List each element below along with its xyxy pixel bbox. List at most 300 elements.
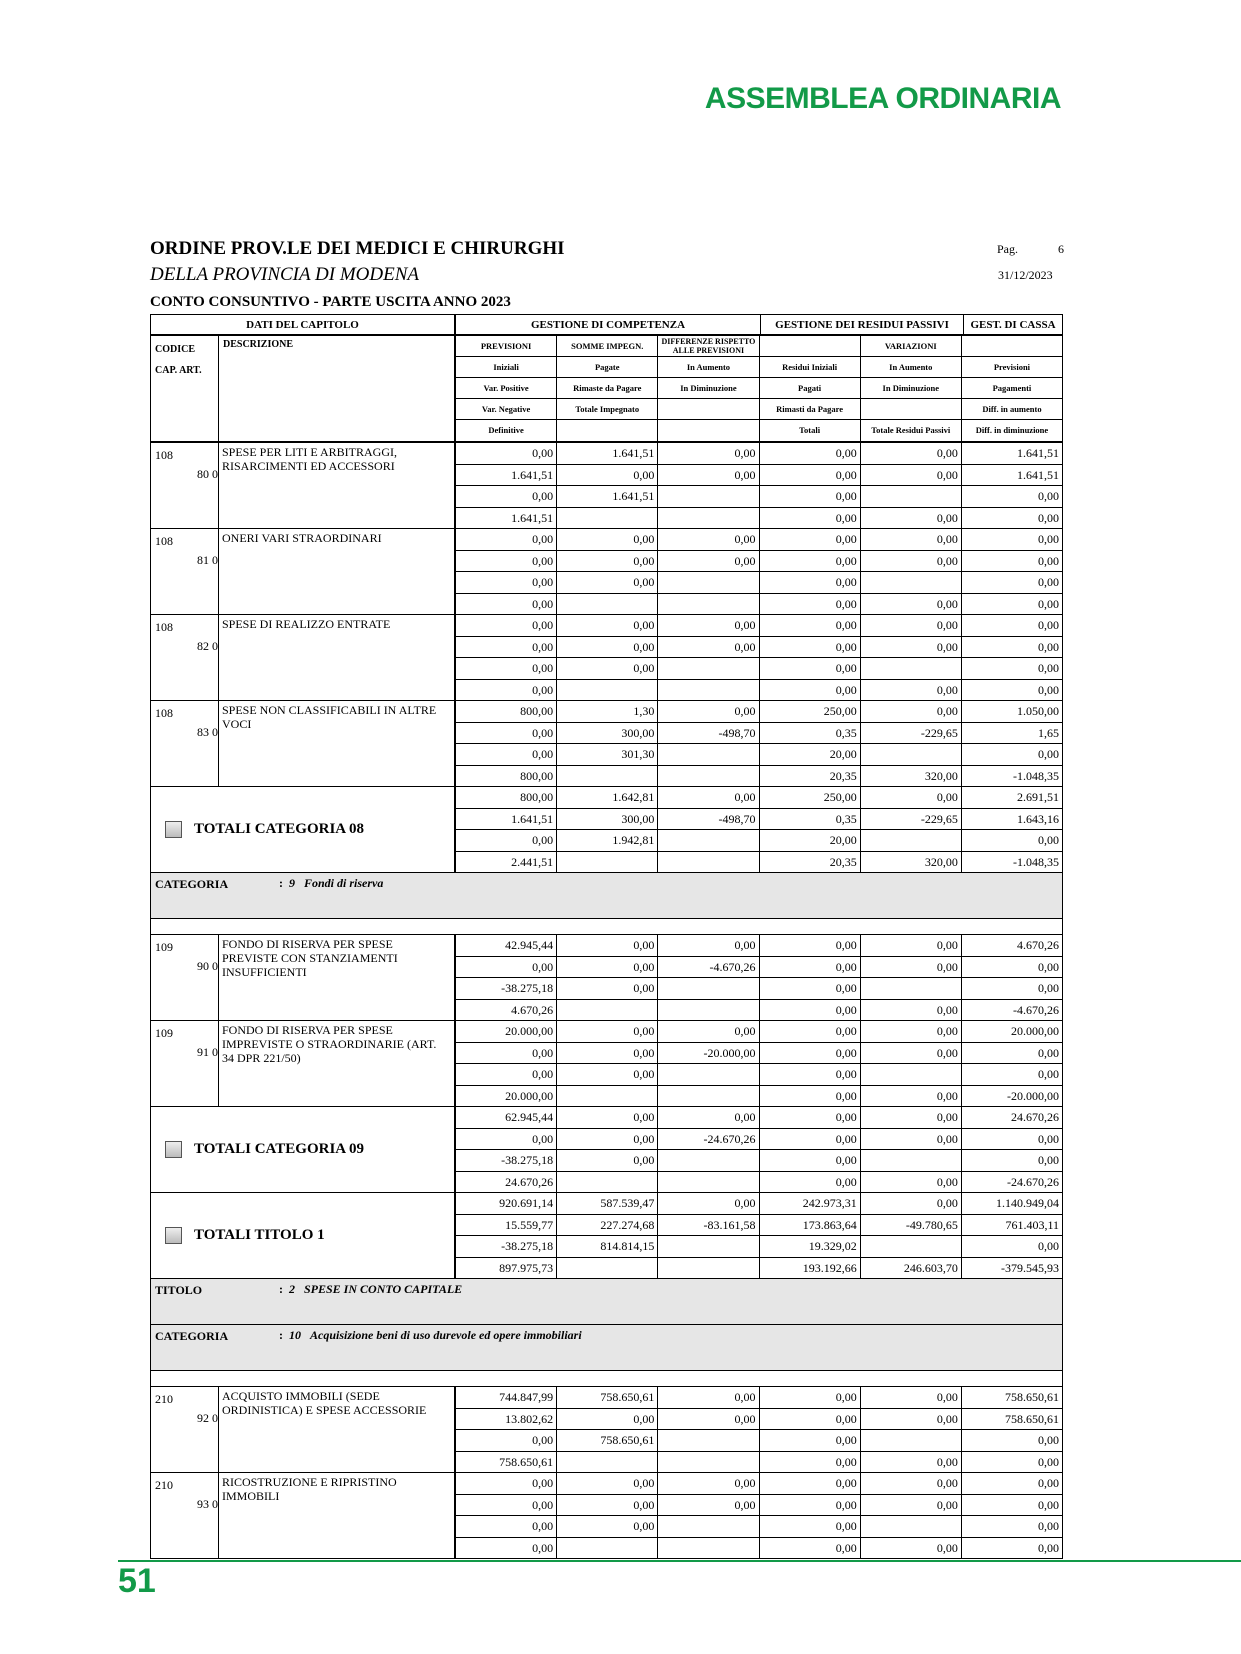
- value-cell: 1.641,51: [557, 443, 658, 464]
- organization-province: DELLA PROVINCIA DI MODENA: [150, 264, 419, 285]
- value-cell: 0,00: [861, 957, 962, 978]
- value-cell: 744.847,99: [456, 1387, 557, 1408]
- value-row: [456, 680, 1062, 701]
- value-cell: 0,00: [1038, 1239, 1060, 1253]
- value-row: [456, 615, 1062, 637]
- budget-entry: [150, 1387, 1063, 1473]
- value-cell: 1.942,81: [557, 830, 658, 851]
- value-cell: 0,00: [557, 637, 658, 658]
- value-cell: 0,00: [760, 1021, 861, 1042]
- value-row: [456, 1258, 1062, 1279]
- value-row: [456, 658, 1062, 680]
- totals-block: [150, 787, 1063, 873]
- value-cell: 0,00: [760, 615, 861, 636]
- value-row: [456, 529, 1062, 551]
- budget-entry: [150, 615, 1063, 701]
- value-row: [456, 1236, 1062, 1258]
- value-cell: [658, 1236, 759, 1257]
- value-row: [456, 1064, 1062, 1086]
- value-cell: 0,00: [658, 1495, 759, 1516]
- value-cell: 0,00: [456, 572, 557, 593]
- cap-art: 80 0: [197, 467, 218, 481]
- value-cell: 0,00: [456, 443, 557, 464]
- value-cell: 0,00: [456, 615, 557, 636]
- value-cell: 0,00: [658, 443, 759, 464]
- value-cell: 0,00: [557, 529, 658, 550]
- value-cell: 20,35: [760, 852, 861, 873]
- value-cell: 20,00: [760, 830, 861, 851]
- value-cell: 227.274,68: [557, 1215, 658, 1236]
- value-cell: 0,00: [1038, 639, 1060, 654]
- value-cell: [658, 486, 759, 507]
- value-row: [456, 465, 1062, 487]
- value-cell: 0,00: [861, 615, 962, 636]
- value-cell: 0,00: [861, 594, 962, 615]
- value-cell: [861, 1516, 962, 1537]
- budget-entry: [150, 701, 1063, 787]
- value-row: [456, 637, 1062, 659]
- value-cell: 0,00: [456, 551, 557, 572]
- value-cell: -24.670,26: [658, 1129, 759, 1150]
- organization-name: ORDINE PROV.LE DEI MEDICI E CHIRURGHI: [150, 238, 565, 259]
- page-indicator: [997, 242, 1064, 257]
- value-row: [456, 1150, 1062, 1172]
- header-cell: In Aumento: [861, 357, 961, 378]
- value-cell: 761.403,11: [1005, 1217, 1060, 1232]
- category-band: [150, 1279, 1063, 1325]
- value-cell: 0,00: [658, 787, 759, 808]
- value-cell: 0,00: [1038, 1519, 1060, 1533]
- value-cell: 1.641,51: [1017, 467, 1060, 482]
- value-cell: 0,00: [760, 443, 861, 464]
- value-cell: 0,00: [456, 744, 557, 765]
- entry-description: ACQUISTO IMMOBILI (SEDE ORDINISTICA) E SPESE ACCESSORIE: [222, 1389, 427, 1417]
- value-cell: 0,00: [861, 1107, 962, 1128]
- value-cell: 0,00: [456, 1430, 557, 1451]
- descrizione-label: DESCRIZIONE: [223, 339, 294, 350]
- value-cell: 15.559,77: [456, 1215, 557, 1236]
- value-cell: 0,00: [1038, 833, 1060, 847]
- report-subtitle: CONTO CONSUNTIVO - PARTE USCITA ANNO 2023: [150, 294, 511, 310]
- category-number: 2: [289, 1282, 295, 1296]
- value-cell: -229,65: [861, 809, 962, 830]
- value-cell: 0,00: [557, 1064, 658, 1085]
- header-cell: Pagate: [557, 357, 657, 378]
- value-cell: 0,00: [861, 465, 962, 486]
- value-cell: 0,00: [760, 1430, 861, 1451]
- value-cell: 250,00: [760, 701, 861, 722]
- header-cell: SOMME IMPEGN.: [557, 336, 657, 357]
- budget-entry: [150, 1473, 1063, 1559]
- value-cell: [861, 572, 962, 593]
- header-column: [760, 336, 861, 441]
- value-cell: [557, 766, 658, 787]
- value-cell: 0,00: [760, 1409, 861, 1430]
- value-cell: 0,00: [861, 508, 962, 529]
- footer-rule: [118, 1560, 1241, 1562]
- value-cell: [658, 1538, 759, 1559]
- value-cell: 0,00: [557, 978, 658, 999]
- value-row: [456, 486, 1062, 508]
- value-cell: 0,00: [861, 1129, 962, 1150]
- value-cell: 1.641,51: [456, 465, 557, 486]
- group-residui: GESTIONE DEI RESIDUI PASSIVI: [761, 315, 964, 334]
- budget-entry: [150, 443, 1063, 529]
- value-cell: 1,65: [1038, 725, 1060, 740]
- codice: 108: [155, 534, 173, 548]
- category-number: 9: [289, 876, 295, 890]
- entry-code: [151, 1387, 219, 1472]
- value-cell: [557, 1258, 658, 1279]
- row-spacer: [150, 1371, 1063, 1387]
- header-cell: In Aumento: [658, 357, 758, 378]
- value-cell: [658, 1452, 759, 1473]
- value-cell: 4.670,26: [1017, 938, 1060, 952]
- value-row: [456, 1107, 1062, 1129]
- value-cell: 0,00: [861, 680, 962, 701]
- value-cell: [557, 1452, 658, 1473]
- value-cell: 0,00: [557, 957, 658, 978]
- value-cell: 24.670,26: [1011, 1110, 1060, 1124]
- value-cell: 897.975,73: [456, 1258, 557, 1279]
- checkbox-icon: [165, 1141, 182, 1158]
- value-cell: 0,00: [1038, 1067, 1060, 1081]
- totals-label: TOTALI TITOLO 1: [194, 1227, 325, 1243]
- page-number: 6: [1058, 242, 1064, 256]
- value-cell: 20.000,00: [456, 1021, 557, 1042]
- header-column: [962, 336, 1062, 441]
- cap-art: 83 0: [197, 725, 218, 739]
- value-cell: [658, 852, 759, 873]
- cap-art: 82 0: [197, 639, 218, 653]
- value-row: [456, 443, 1062, 465]
- value-cell: [658, 594, 759, 615]
- value-cell: 920.691,14: [456, 1193, 557, 1214]
- value-cell: -38.275,18: [456, 978, 557, 999]
- value-cell: -20.000,00: [1007, 1088, 1060, 1103]
- value-row: [456, 551, 1062, 573]
- value-row: [456, 508, 1062, 529]
- footer-page-number: 51: [118, 1562, 156, 1600]
- value-cell: [557, 1000, 658, 1021]
- entry-description: SPESE NON CLASSIFICABILI IN ALTRE VOCI: [222, 703, 437, 731]
- value-cell: 0,00: [456, 1516, 557, 1537]
- category-text: Fondi di riserva: [304, 876, 384, 890]
- value-cell: 0,00: [456, 637, 557, 658]
- value-row: [456, 809, 1062, 831]
- value-cell: 0,00: [861, 1409, 962, 1430]
- codice: 210: [155, 1478, 173, 1492]
- value-row: [456, 1172, 1062, 1193]
- value-cell: 0,00: [658, 935, 759, 956]
- value-row: [456, 1516, 1062, 1538]
- header-cell: Totale Impegnato: [557, 399, 657, 420]
- value-cell: 2.441,51: [456, 852, 557, 873]
- value-cell: [557, 508, 658, 529]
- header-cell: PREVISIONI: [456, 336, 556, 357]
- header-cell: Var. Negative: [456, 399, 556, 420]
- row-spacer: [150, 919, 1063, 935]
- header-cell: In Diminuzione: [861, 378, 961, 399]
- value-cell: 19.329,02: [760, 1236, 861, 1257]
- value-cell: [557, 852, 658, 873]
- value-cell: [658, 1150, 759, 1171]
- value-cell: 800,00: [456, 787, 557, 808]
- value-cell: 0,00: [658, 1193, 759, 1214]
- value-cell: 320,00: [861, 766, 962, 787]
- value-cell: -20.000,00: [658, 1043, 759, 1064]
- value-cell: [557, 594, 658, 615]
- value-cell: 758.650,61: [1005, 1411, 1060, 1426]
- value-cell: 246.603,70: [861, 1258, 962, 1279]
- value-cell: 0,00: [658, 1473, 759, 1494]
- header-cell: Rimaste da Pagare: [557, 378, 657, 399]
- value-cell: 0,00: [1038, 510, 1060, 525]
- value-cell: 1.643,16: [1017, 811, 1060, 826]
- value-cell: -83.161,58: [658, 1215, 759, 1236]
- value-cell: [658, 766, 759, 787]
- entry-description: ONERI VARI STRAORDINARI: [222, 531, 382, 545]
- value-cell: [658, 1086, 759, 1107]
- value-cell: 20.000,00: [1011, 1024, 1060, 1038]
- header-cell: Totali: [799, 425, 821, 435]
- value-row: [456, 978, 1062, 1000]
- value-cell: 758.650,61: [557, 1430, 658, 1451]
- value-cell: 0,00: [557, 1495, 658, 1516]
- value-row: [456, 1021, 1062, 1043]
- value-cell: -498,70: [658, 809, 759, 830]
- value-cell: 0,00: [760, 551, 861, 572]
- value-cell: 242.973,31: [760, 1193, 861, 1214]
- value-cell: 0,00: [760, 1107, 861, 1128]
- value-cell: 193.192,66: [760, 1258, 861, 1279]
- category-text: SPESE IN CONTO CAPITALE: [304, 1282, 463, 1296]
- codice: 210: [155, 1392, 173, 1406]
- header-cell: Pagati: [760, 378, 860, 399]
- value-cell: 0,00: [1038, 1131, 1060, 1146]
- table-group-header: [150, 314, 1063, 336]
- value-cell: -49.780,65: [861, 1215, 962, 1236]
- value-cell: 0,00: [861, 935, 962, 956]
- category-value: [279, 1328, 582, 1343]
- value-cell: 0,00: [861, 529, 962, 550]
- entry-description: SPESE PER LITI E ARBITRAGGI, RISARCIMENTI ED ACCESSORI: [222, 445, 398, 473]
- value-cell: 0,00: [1038, 596, 1060, 611]
- value-cell: 1.641,51: [456, 508, 557, 529]
- value-cell: 1.641,51: [1017, 446, 1060, 460]
- value-row: [456, 701, 1062, 723]
- checkbox-icon: [165, 1227, 182, 1244]
- header-cell: [760, 336, 860, 357]
- value-cell: 173.863,64: [760, 1215, 861, 1236]
- value-cell: -4.670,26: [1013, 1002, 1060, 1017]
- table-column-header: [150, 336, 1063, 443]
- entry-code: [151, 935, 219, 1020]
- value-cell: 1.050,00: [1017, 704, 1060, 718]
- value-cell: 0,00: [861, 1193, 962, 1214]
- value-cell: 0,00: [456, 594, 557, 615]
- entry-description: FONDO DI RISERVA PER SPESE PREVISTE CON STANZIAMENTI INSUFFICIENTI: [222, 937, 398, 979]
- value-cell: 42.945,44: [456, 935, 557, 956]
- header-cell: Iniziali: [456, 357, 556, 378]
- value-cell: 0,00: [861, 551, 962, 572]
- value-cell: 0,00: [760, 1064, 861, 1085]
- value-cell: 0,00: [760, 1473, 861, 1494]
- value-cell: 0,00: [861, 637, 962, 658]
- entry-code: [151, 443, 219, 528]
- value-cell: [658, 978, 759, 999]
- value-row: [456, 1473, 1062, 1495]
- value-cell: 0,00: [1038, 1433, 1060, 1447]
- value-cell: 0,00: [760, 1495, 861, 1516]
- header-column: [658, 336, 759, 441]
- value-cell: 0,35: [760, 723, 861, 744]
- value-cell: 0,00: [557, 1409, 658, 1430]
- value-cell: [658, 508, 759, 529]
- value-cell: 1.641,51: [456, 809, 557, 830]
- value-cell: 0,00: [760, 1452, 861, 1473]
- value-row: [456, 935, 1062, 957]
- value-row: [456, 594, 1062, 615]
- value-cell: [861, 978, 962, 999]
- value-cell: 587.539,47: [557, 1193, 658, 1214]
- value-cell: [658, 680, 759, 701]
- header-cell: Rimasti da Pagare: [760, 399, 860, 420]
- group-cassa: GEST. DI CASSA: [970, 319, 1056, 331]
- value-cell: -498,70: [658, 723, 759, 744]
- value-cell: [557, 1086, 658, 1107]
- value-cell: 0,00: [658, 551, 759, 572]
- value-cell: 0,00: [861, 443, 962, 464]
- codice: 109: [155, 940, 173, 954]
- value-cell: [658, 1430, 759, 1451]
- page-label: Pag.: [997, 242, 1018, 256]
- value-row: [456, 1409, 1062, 1431]
- group-dati-capitolo: DATI DEL CAPITOLO: [151, 315, 456, 334]
- category-value: [279, 1282, 462, 1297]
- value-cell: 0,00: [557, 1129, 658, 1150]
- header-column: [456, 336, 557, 441]
- checkbox-icon: [165, 821, 182, 838]
- section-title: ASSEMBLEA ORDINARIA: [704, 82, 1061, 115]
- value-cell: 0,00: [456, 529, 557, 550]
- header-cell: [861, 399, 961, 420]
- value-cell: 0,00: [557, 465, 658, 486]
- header-cell: [557, 420, 657, 441]
- value-row: [456, 572, 1062, 594]
- value-cell: 0,00: [456, 723, 557, 744]
- value-cell: 13.802,62: [456, 1409, 557, 1430]
- value-cell: 0,00: [456, 680, 557, 701]
- value-cell: 0,00: [456, 830, 557, 851]
- cap-art: 81 0: [197, 553, 218, 567]
- value-cell: 0,00: [760, 1172, 861, 1193]
- header-cell: DIFFERENZE RISPETTO ALLE PREVISIONI: [658, 336, 758, 357]
- value-row: [456, 1193, 1062, 1215]
- value-cell: [861, 486, 962, 507]
- value-cell: 0,00: [861, 1021, 962, 1042]
- value-cell: [658, 744, 759, 765]
- value-cell: 758.650,61: [557, 1387, 658, 1408]
- header-cell: Totale Residui Passivi: [871, 425, 951, 435]
- value-cell: 0,00: [861, 1172, 962, 1193]
- totals-label: TOTALI CATEGORIA 09: [194, 1141, 365, 1157]
- category-label: TITOLO: [155, 1283, 203, 1297]
- cap-art: 91 0: [197, 1045, 218, 1059]
- category-label: CATEGORIA: [155, 877, 229, 891]
- value-cell: [658, 1172, 759, 1193]
- value-cell: [861, 658, 962, 679]
- value-cell: -379.545,93: [1001, 1260, 1060, 1275]
- value-cell: 0,00: [658, 615, 759, 636]
- value-row: [456, 852, 1062, 873]
- value-row: [456, 1387, 1062, 1409]
- value-cell: 0,00: [557, 935, 658, 956]
- value-cell: -4.670,26: [658, 957, 759, 978]
- category-text: Acquisizione beni di uso durevole ed opere immobiliari: [310, 1328, 582, 1342]
- value-cell: 0,00: [557, 1473, 658, 1494]
- value-cell: 0,00: [557, 551, 658, 572]
- budget-entry: [150, 935, 1063, 1021]
- entry-code: [151, 615, 219, 700]
- value-cell: [861, 1150, 962, 1171]
- value-cell: [557, 680, 658, 701]
- entry-description: SPESE DI REALIZZO ENTRATE: [222, 617, 391, 631]
- value-row: [456, 723, 1062, 745]
- budget-table: [150, 314, 1063, 1559]
- codice: 108: [155, 620, 173, 634]
- header-cell: Var. Positive: [456, 378, 556, 399]
- value-cell: 0,00: [760, 1000, 861, 1021]
- value-cell: 0,00: [760, 1387, 861, 1408]
- codice: 108: [155, 448, 173, 462]
- value-cell: 0,00: [1038, 661, 1060, 675]
- budget-entry: [150, 529, 1063, 615]
- value-cell: 0,00: [760, 680, 861, 701]
- value-cell: 1.642,81: [557, 787, 658, 808]
- category-separator: :: [279, 876, 283, 890]
- value-cell: 0,00: [760, 486, 861, 507]
- value-cell: [861, 1236, 962, 1257]
- value-cell: 0,00: [760, 957, 861, 978]
- value-cell: 0,00: [1038, 959, 1060, 974]
- value-cell: 0,00: [1038, 575, 1060, 589]
- value-cell: 0,00: [861, 1452, 962, 1473]
- header-cell: VARIAZIONI: [861, 336, 961, 357]
- code-header: [151, 336, 219, 441]
- value-cell: [861, 744, 962, 765]
- value-cell: 0,00: [658, 637, 759, 658]
- value-cell: 0,00: [1038, 981, 1060, 995]
- value-row: [456, 1215, 1062, 1237]
- header-column: [557, 336, 658, 441]
- value-cell: 0,00: [1038, 682, 1060, 697]
- value-cell: 0,00: [1038, 489, 1060, 503]
- value-cell: 0,00: [861, 1043, 962, 1064]
- value-row: [456, 1495, 1062, 1517]
- category-separator: :: [279, 1282, 283, 1296]
- entry-description: RICOSTRUZIONE E RIPRISTINO IMMOBILI: [222, 1475, 397, 1503]
- value-cell: [557, 1538, 658, 1559]
- value-cell: 1.641,51: [557, 486, 658, 507]
- value-cell: 0,00: [456, 658, 557, 679]
- header-cell: Pagamenti: [962, 378, 1062, 399]
- value-cell: 0,00: [456, 1495, 557, 1516]
- budget-entry: [150, 1021, 1063, 1107]
- value-cell: 0,00: [456, 957, 557, 978]
- value-cell: [658, 830, 759, 851]
- value-cell: 0,00: [861, 1495, 962, 1516]
